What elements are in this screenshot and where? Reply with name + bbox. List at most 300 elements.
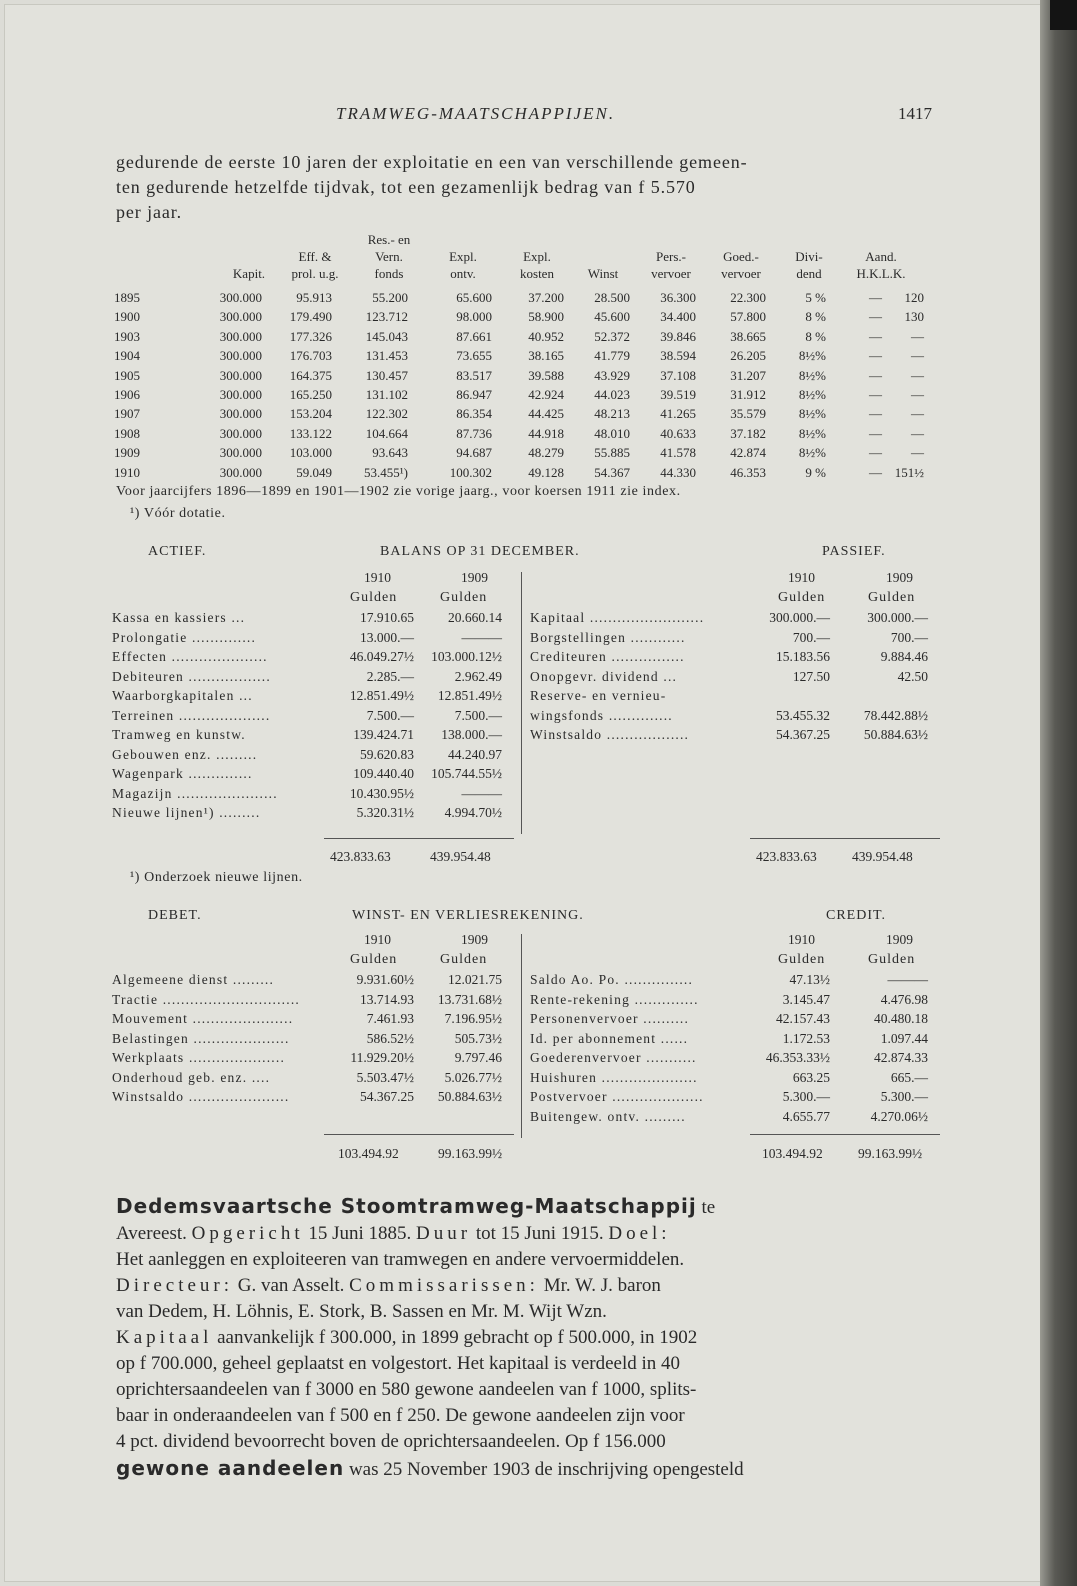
credit-row-1909: 1.097.44 <box>880 1030 928 1046</box>
stats-cell: 38.165 <box>528 348 564 364</box>
stats-column-header: fonds <box>374 266 404 281</box>
credit-row-label: Postvervoer .................... <box>530 1089 704 1104</box>
stats-cell: 300.000 <box>219 367 262 383</box>
stats-cell: — <box>911 348 924 364</box>
credit-row <box>530 1031 940 1050</box>
liability-row-label: Kapitaal ......................... <box>530 610 705 625</box>
asset-row <box>112 688 512 707</box>
debit-row-label: Algemeene dienst ......... <box>112 972 275 987</box>
debit-row-1909: 505.73½ <box>454 1030 502 1046</box>
asset-row <box>112 727 512 746</box>
asset-row <box>112 630 512 649</box>
pnl-year-1909: 1909 <box>461 932 488 947</box>
debit-row-1910: 586.52½ <box>366 1030 414 1046</box>
stats-column-header: prol. u.g. <box>291 266 339 281</box>
asset-row <box>112 786 512 805</box>
stats-cell: — <box>869 328 882 344</box>
stats-column-header: Divi- <box>795 249 823 264</box>
debit-row-label: Werkplaats ..................... <box>112 1050 286 1065</box>
stats-cell: 153.204 <box>289 406 332 422</box>
stats-row <box>114 368 944 387</box>
stats-column-header: Kapit. <box>232 266 266 281</box>
stats-cell: 145.043 <box>365 328 408 344</box>
stats-cell: 8½% <box>798 445 826 461</box>
stats-row <box>114 406 944 425</box>
stats-cell: 53.455¹) <box>364 464 408 480</box>
debit-row-label: Belastingen ..................... <box>112 1030 290 1046</box>
credit-row <box>530 1070 940 1089</box>
asset-row <box>112 708 512 727</box>
stats-cell: 55.200 <box>372 290 408 305</box>
asset-row <box>112 747 512 766</box>
asset-row-label: Effecten ..................... <box>112 649 268 664</box>
credit-row-1909: 42.874.33 <box>874 1050 928 1065</box>
liability-row <box>530 649 940 668</box>
stats-cell: 5 % <box>805 290 826 305</box>
liabilities-total-1909: 439.954.48 <box>852 849 913 864</box>
stats-cell: 130 <box>904 309 924 325</box>
balance-unit: Gulden <box>350 590 398 605</box>
stats-cell: 300.000 <box>219 348 262 364</box>
debit-row <box>112 1011 512 1030</box>
stats-cell: 42.874 <box>730 445 766 461</box>
credit-row-label: Rente-rekening .............. <box>530 991 699 1007</box>
asset-row-1909: 44.240.97 <box>448 746 502 762</box>
credit-row <box>530 1089 940 1108</box>
balance-left-title: ACTIEF. <box>148 544 207 559</box>
credit-row-1909: ——— <box>887 972 928 987</box>
stats-cell: 300.000 <box>219 387 262 402</box>
asset-row <box>112 766 512 785</box>
stats-cell: 46.353 <box>730 464 766 480</box>
stats-cell: 104.664 <box>365 425 408 441</box>
debit-row-1910: 11.929.20½ <box>350 1050 414 1065</box>
asset-row-label: Prolongatie .............. <box>112 629 257 645</box>
asset-row-1909: 7.500.— <box>454 707 502 723</box>
company-line <box>116 1221 946 1247</box>
stats-cell: 39.588 <box>528 367 564 383</box>
stats-cell: 49.128 <box>528 464 564 480</box>
stats-cell: 131.453 <box>365 348 408 364</box>
stats-column-header: dend <box>796 266 822 281</box>
assets-total-1910: 423.833.63 <box>330 849 391 864</box>
company-text: Mr. W. J. baron <box>538 1275 661 1296</box>
asset-row-1910: 5.320.31½ <box>356 805 414 820</box>
intro-line: gedurende de eerste 10 jaren der exploitatie en een van verschillende gemeen- <box>116 152 748 172</box>
stats-year: 1895 <box>114 290 140 305</box>
stats-cell: — <box>869 387 882 402</box>
stats-column-header: Winst <box>587 266 619 281</box>
balance-unit: Gulden <box>440 590 488 605</box>
stats-cell: 103.000 <box>289 445 332 461</box>
stats-column-header: Aand. <box>865 249 897 264</box>
debit-row-1910: 13.714.93 <box>360 991 414 1007</box>
stats-row <box>114 309 944 328</box>
stats-row <box>114 290 944 309</box>
debit-row-1910: 54.367.25 <box>360 1089 414 1104</box>
stats-cell: 86.947 <box>456 387 492 402</box>
pnl-title: WINST- EN VERLIESREKENING. <box>352 908 584 923</box>
stats-cell: 151½ <box>894 464 924 480</box>
stats-cell: 52.372 <box>594 328 630 344</box>
company-text: tot 15 Juni 1915. <box>471 1223 609 1244</box>
stats-cell: 122.302 <box>365 406 408 422</box>
liability-row <box>530 688 940 707</box>
liability-row-1909: 9.884.46 <box>880 649 928 664</box>
company-line: 4 pct. dividend bevoorrecht boven de oprichtersaandeelen. Op f 156.000 <box>116 1431 666 1452</box>
stats-cell: 35.579 <box>730 406 766 422</box>
pnl-left-title: DEBET. <box>148 908 202 923</box>
assets-total-1909: 439.954.48 <box>430 849 491 864</box>
stats-cell: 95.913 <box>296 290 332 305</box>
stats-cell: 44.023 <box>594 387 630 402</box>
credit-row-1910: 5.300.— <box>782 1089 830 1104</box>
liability-row-label: Crediteuren ................ <box>530 649 685 664</box>
assets-total-rule <box>324 838 514 839</box>
credit-row-1909: 40.480.18 <box>874 1011 928 1026</box>
stats-cell: 86.354 <box>456 406 492 422</box>
stats-cell: 120 <box>904 290 924 305</box>
stats-cell: 37.182 <box>730 425 766 441</box>
liability-row-1910: 127.50 <box>792 668 830 684</box>
stats-cell: — <box>869 464 882 480</box>
stats-cell: 8½% <box>798 387 826 402</box>
company-name: Dedemsvaartsche Stoomtramweg-Maatschappij <box>116 1194 697 1218</box>
stats-cell: 58.900 <box>528 309 564 325</box>
liability-row <box>530 610 940 629</box>
credit-row-1910: 46.353.33½ <box>765 1050 830 1065</box>
liability-row-label: wingsfonds .............. <box>530 707 673 723</box>
stats-cell: 44.330 <box>660 464 696 480</box>
liability-row-1909: 700.— <box>890 629 928 645</box>
stats-cell: — <box>869 406 882 422</box>
stats-cell: 300.000 <box>219 290 262 305</box>
stats-cell: 34.400 <box>660 309 696 325</box>
stats-cell: 8½% <box>798 425 826 441</box>
stats-row <box>114 387 944 406</box>
liabilities-total-1910: 423.833.63 <box>756 849 817 864</box>
debit-row-1910: 7.461.93 <box>366 1011 414 1026</box>
liability-row-label: Onopgevr. dividend ... <box>530 668 678 684</box>
stats-cell: 8½% <box>798 348 826 364</box>
balance-footnote: ¹) Onderzoek nieuwe lijnen. <box>130 870 303 885</box>
stats-column-header: Res.- en <box>367 232 411 247</box>
stats-year: 1900 <box>114 309 140 325</box>
pnl-unit: Gulden <box>440 952 488 967</box>
credit-row-1909: 4.270.06½ <box>870 1108 928 1124</box>
debit-row <box>112 1050 512 1069</box>
liability-row-1910: 700.— <box>792 629 830 645</box>
scan-corner <box>1050 0 1077 30</box>
liability-row-1910: 54.367.25 <box>776 727 830 742</box>
debit-row-1909: 5.026.77½ <box>444 1069 502 1085</box>
stats-year: 1903 <box>114 328 140 344</box>
asset-row-1910: 139.424.71 <box>353 727 414 742</box>
liability-row-label: Borgstellingen ............ <box>530 629 686 645</box>
stats-cell: — <box>869 445 882 461</box>
stats-cell: 31.207 <box>730 367 766 383</box>
stats-cell: — <box>869 290 882 305</box>
credit-row-1909: 665.— <box>890 1069 928 1085</box>
stats-cell: 176.703 <box>289 348 332 364</box>
company-line: baar in onderaandeelen van f 500 en f 250. De gewone aandeelen zijn voor <box>116 1405 685 1426</box>
debit-row <box>112 992 512 1011</box>
commissioners-label: Commissarissen: <box>349 1275 539 1296</box>
stats-cell: 100.302 <box>449 464 492 480</box>
asset-row <box>112 610 512 629</box>
stats-cell: 130.457 <box>365 367 408 383</box>
stats-row <box>114 329 944 348</box>
company-line: van Dedem, H. Löhnis, E. Stork, B. Sassen en Mr. M. Wijt Wzn. <box>116 1301 607 1322</box>
stats-cell: 300.000 <box>219 425 262 441</box>
credit-row-1909: 5.300.— <box>880 1089 928 1104</box>
stats-column-header: Expl. <box>523 249 551 264</box>
stats-cell: 37.200 <box>528 290 564 305</box>
company-entry <box>116 1193 946 1483</box>
liabilities-total-rule <box>750 838 940 839</box>
liability-row-1910: 53.455.32 <box>776 707 830 723</box>
running-header-title: TRAMWEG-MAATSCHAPPIJEN. <box>336 104 616 123</box>
stats-cell: 73.655 <box>456 348 492 364</box>
stats-cell: 36.300 <box>660 290 696 305</box>
asset-row-1909: 105.744.55½ <box>431 766 502 781</box>
liability-row-label: Reserve- en vernieu- <box>530 688 667 703</box>
balance-title: BALANS OP 31 DECEMBER. <box>380 544 580 559</box>
debit-row-label: Mouvement ...................... <box>112 1011 294 1026</box>
credit-row <box>530 1011 940 1030</box>
debit-row <box>112 1070 512 1089</box>
stats-cell: 38.594 <box>660 348 696 364</box>
stats-cell: 41.779 <box>594 348 630 364</box>
stats-footnote: Voor jaarcijfers 1896—1899 en 1901—1902 zie vorige jaarg., voor koersen 1911 zie index. <box>116 484 681 499</box>
stats-cell: — <box>869 348 882 364</box>
pnl-unit: Gulden <box>350 952 398 967</box>
asset-row-1909: 20.660.14 <box>448 610 502 625</box>
company-line <box>116 1273 946 1299</box>
pnl-unit: Gulden <box>778 952 826 967</box>
stats-cell: 94.687 <box>456 445 492 461</box>
company-line: op f 700.000, geheel geplaatst en volgestort. Het kapitaal is verdeeld in 40 <box>116 1353 681 1374</box>
stats-cell: 48.213 <box>594 406 630 422</box>
asset-row-1910: 7.500.— <box>366 707 414 723</box>
balance-year-1910: 1910 <box>788 570 815 585</box>
debit-row <box>112 1031 512 1050</box>
stats-cell: — <box>911 425 924 441</box>
credit-row-1910: 663.25 <box>792 1069 830 1085</box>
asset-row-label: Magazijn ...................... <box>112 785 278 801</box>
company-line: oprichtersaandeelen van f 3000 en 580 gewone aandeelen van f 1000, splits- <box>116 1379 697 1400</box>
balance-divider <box>521 572 522 834</box>
stats-cell: 8 % <box>805 309 826 325</box>
asset-row-label: Waarborgkapitalen ... <box>112 688 253 703</box>
stats-year: 1910 <box>114 464 140 480</box>
balance-unit: Gulden <box>868 590 916 605</box>
pnl-year-1910: 1910 <box>788 932 815 947</box>
company-text: Avereest. <box>116 1223 192 1244</box>
stats-cell: 9 % <box>805 464 826 480</box>
stats-cell: 65.600 <box>456 290 492 305</box>
stats-column-header: vervoer <box>651 266 691 281</box>
stats-cell: 179.490 <box>289 309 332 325</box>
stats-column-header: Vern. <box>375 249 403 264</box>
company-line <box>116 1325 946 1351</box>
stats-cell: — <box>911 445 924 461</box>
balance-year-1909: 1909 <box>461 570 488 585</box>
stats-row <box>114 465 944 484</box>
stats-column-header: ontv. <box>450 266 476 281</box>
stats-cell: 164.375 <box>289 367 332 383</box>
stats-cell: 300.000 <box>219 406 262 422</box>
stats-cell: 83.517 <box>456 367 492 383</box>
asset-row-1909: 2.962.49 <box>454 668 502 684</box>
credit-total-1909: 99.163.99½ <box>858 1146 923 1161</box>
asset-row-1910: 109.440.40 <box>353 766 414 781</box>
liability-row-1909: 42.50 <box>897 668 928 684</box>
liability-row <box>530 708 940 727</box>
duration-label: Duur <box>416 1223 472 1244</box>
credit-row-label: Saldo Ao. Po. ............... <box>530 972 694 987</box>
stats-column-header: Expl. <box>449 249 477 264</box>
asset-row-1909: 103.000.12½ <box>431 649 502 664</box>
liability-row <box>530 669 940 688</box>
liability-row <box>530 630 940 649</box>
debit-row-1909: 9.797.46 <box>454 1050 502 1065</box>
debit-row-1910: 9.931.60½ <box>356 972 414 987</box>
stats-cell: 177.326 <box>289 328 332 344</box>
credit-row <box>530 1050 940 1069</box>
balance-year-1910: 1910 <box>364 570 391 585</box>
stats-cell: 300.000 <box>219 328 262 344</box>
credit-row <box>530 992 940 1011</box>
stats-cell: 48.010 <box>594 425 630 441</box>
intro-paragraph <box>116 150 946 225</box>
book-edge <box>1040 0 1077 1586</box>
balance-unit: Gulden <box>778 590 826 605</box>
stats-cell: 8 % <box>805 328 826 344</box>
stats-cell: 300.000 <box>219 464 262 480</box>
pnl-right-title: CREDIT. <box>826 908 887 923</box>
asset-row-label: Tramweg en kunstw. <box>112 727 246 742</box>
purpose-label: Doel: <box>608 1223 671 1244</box>
debit-row-1909: 12.021.75 <box>448 972 502 987</box>
stats-cell: 41.578 <box>660 445 696 461</box>
liability-row-1909: 300.000.— <box>867 610 928 625</box>
stats-cell: — <box>911 406 924 422</box>
asset-row-1909: 12.851.49½ <box>437 688 502 703</box>
stats-column-header: H.K.L.K. <box>856 266 906 281</box>
asset-row-1910: 59.620.83 <box>360 746 414 762</box>
liability-row-1910: 300.000.— <box>769 610 830 625</box>
debit-row-label: Tractie .............................. <box>112 991 300 1007</box>
credit-row <box>530 1109 940 1128</box>
company-text: was 25 November 1903 de inschrijving opengesteld <box>344 1459 744 1480</box>
stats-cell: 48.279 <box>528 445 564 461</box>
stats-year: 1906 <box>114 387 140 402</box>
stats-cell: 41.265 <box>660 406 696 422</box>
stats-column-header: Pers.- <box>656 249 686 264</box>
stats-year: 1907 <box>114 406 140 422</box>
debit-row-1909: 50.884.63½ <box>437 1089 502 1104</box>
shares-heading: gewone aandeelen <box>116 1456 345 1480</box>
debit-row <box>112 972 512 991</box>
stats-column-header: Eff. & <box>298 249 332 264</box>
credit-row-label: Id. per abonnement ...... <box>530 1030 689 1046</box>
stats-cell: 8½% <box>798 367 826 383</box>
balance-right-title: PASSIEF. <box>822 544 886 559</box>
stats-cell: 40.633 <box>660 425 696 441</box>
company-line: Het aanleggen en exploiteeren van tramwegen en andere vervoermiddelen. <box>116 1249 685 1270</box>
debit-row-label: Winstsaldo ...................... <box>112 1089 290 1104</box>
asset-row-1910: 2.285.— <box>366 668 414 684</box>
credit-row-label: Buitengew. ontv. ......... <box>530 1108 686 1124</box>
pnl-year-1909: 1909 <box>886 932 913 947</box>
stats-cell: 131.102 <box>365 387 408 402</box>
stats-cell: 26.205 <box>730 348 766 364</box>
liability-row <box>530 727 940 746</box>
stats-cell: 87.736 <box>456 425 492 441</box>
debit-row-1910: 5.503.47½ <box>356 1069 414 1085</box>
stats-cell: — <box>911 367 924 383</box>
company-line <box>116 1455 946 1483</box>
stats-cell: 59.049 <box>296 464 332 480</box>
credit-total-1910: 103.494.92 <box>762 1146 823 1161</box>
stats-row <box>114 348 944 367</box>
credit-row-1910: 1.172.53 <box>782 1030 830 1046</box>
asset-row-1909: 138.000.— <box>441 727 502 742</box>
credit-row-1910: 42.157.43 <box>776 1011 830 1026</box>
stats-year: 1909 <box>114 445 140 461</box>
company-text: aanvankelijk f 300.000, in 1899 gebracht op f 500.000, in 1902 <box>212 1327 698 1348</box>
asset-row-1910: 17.910.65 <box>360 610 414 625</box>
stats-cell: 98.000 <box>456 309 492 325</box>
stats-cell: 43.929 <box>594 367 630 383</box>
stats-cell: 22.300 <box>730 290 766 305</box>
stats-cell: 44.918 <box>528 425 564 441</box>
debit-total-1910: 103.494.92 <box>338 1146 399 1161</box>
stats-cell: — <box>869 367 882 383</box>
asset-row-1910: 46.049.27½ <box>349 649 414 664</box>
asset-row-1909: ——— <box>461 629 502 645</box>
credit-row-label: Huishuren ..................... <box>530 1069 698 1085</box>
stats-column-header: kosten <box>520 266 554 281</box>
page-number: 1417 <box>898 104 932 123</box>
stats-footnote-dotatie: ¹) Vóór dotatie. <box>130 506 226 521</box>
credit-row-1910: 47.13½ <box>789 972 830 987</box>
stats-cell: 165.250 <box>289 387 332 402</box>
stats-cell: 38.665 <box>730 328 766 344</box>
stats-cell: 37.108 <box>660 367 696 383</box>
asset-row-label: Debiteuren .................. <box>112 668 271 684</box>
credit-row-1910: 3.145.47 <box>782 991 830 1007</box>
stats-row <box>114 445 944 464</box>
stats-cell: 28.500 <box>594 290 630 305</box>
stats-cell: — <box>869 309 882 325</box>
debit-row-label: Onderhoud geb. enz. .... <box>112 1069 271 1085</box>
stats-cell: 39.846 <box>660 328 696 344</box>
stats-column-header: vervoer <box>721 266 761 281</box>
asset-row <box>112 649 512 668</box>
liability-row-1909: 50.884.63½ <box>863 727 928 742</box>
company-text: G. van Asselt. <box>233 1275 350 1296</box>
stats-cell: 123.712 <box>365 309 408 325</box>
debit-total-rule <box>324 1134 514 1135</box>
debit-total-1909: 99.163.99½ <box>438 1146 503 1161</box>
stats-cell: 87.661 <box>456 328 492 344</box>
debit-row-1909: 13.731.68½ <box>437 991 502 1007</box>
stats-cell: 8½% <box>798 406 826 422</box>
credit-row <box>530 972 940 991</box>
stats-row <box>114 426 944 445</box>
